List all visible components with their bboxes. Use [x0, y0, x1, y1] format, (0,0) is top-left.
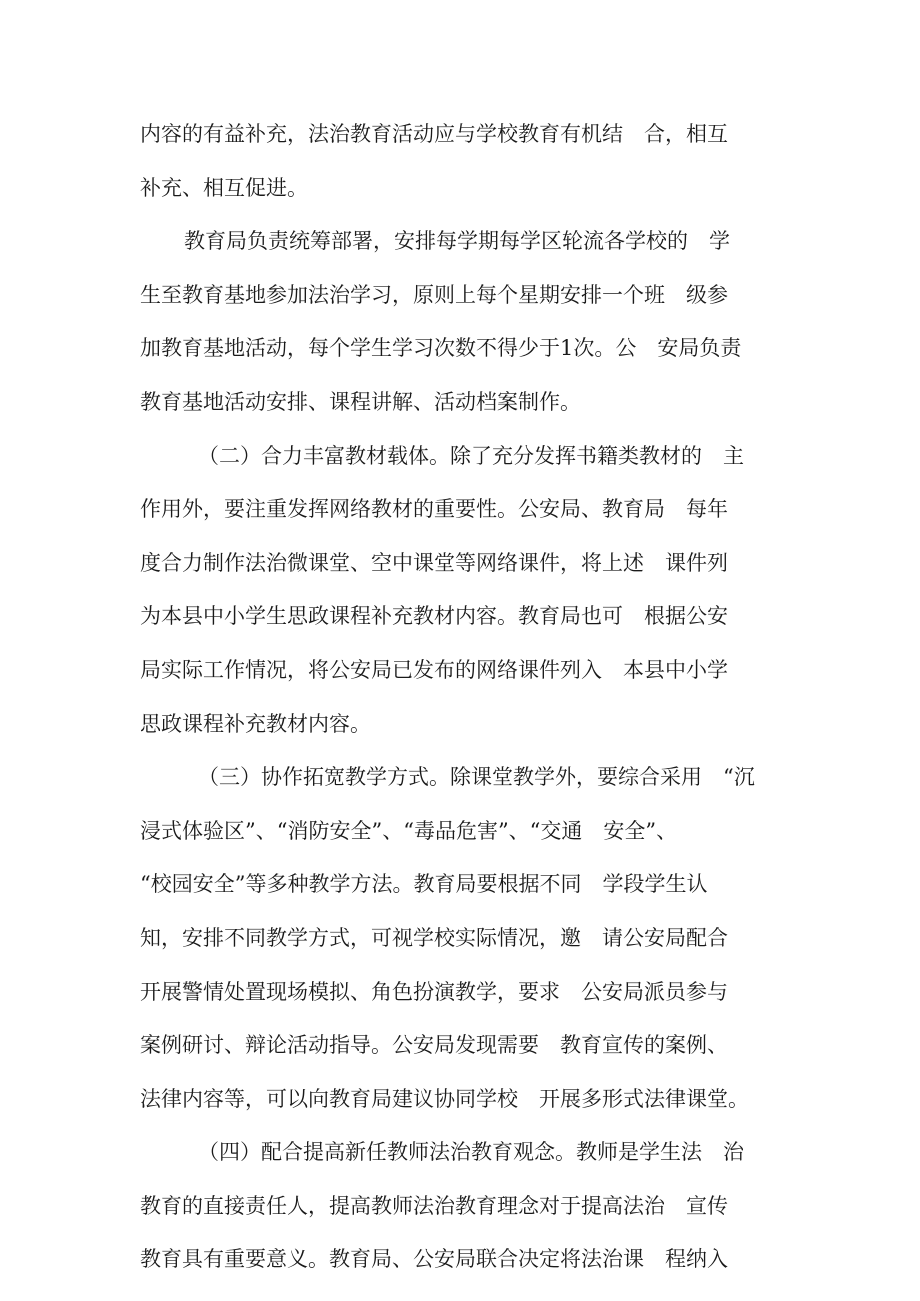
paragraph-2-line-3: 加教育基地活动，每个学生学习次数不得少于1次。公 安局负责	[140, 336, 742, 361]
paragraph-4-line-2: 浸式体验区”、“消防安全”、“毒品危害”、“交通 安全”、	[140, 818, 678, 843]
paragraph-2-line-2: 生至教育基地参加法治学习，原则上每个星期安排一个班 级参	[140, 282, 728, 307]
paragraph-3-line-5: 局实际工作情况，将公安局已发布的网络课件列入 本县中小学	[140, 657, 728, 682]
paragraph-1-line-1: 内容的有益补充，法治教育活动应与学校教育有机结 合，相互	[140, 122, 728, 146]
paragraph-5-line-2: 教育的直接责任人，提高教师法治教育理念对于提高法治 宣传	[140, 1193, 728, 1218]
paragraph-4-line-5: 开展警情处置现场模拟、角色扮演教学，要求 公安局派员参与	[140, 979, 728, 1004]
paragraph-4-line-7: 法律内容等，可以向教育局建议协同学校 开展多形式法律课堂。	[140, 1086, 749, 1111]
paragraph-3-line-4: 为本县中小学生思政课程补充教材内容。教育局也可 根据公安	[140, 604, 728, 629]
paragraph-4-line-4: 知，安排不同教学方式，可视学校实际情况，邀 请公安局配合	[140, 925, 728, 950]
paragraph-4-line-1: （三）协作拓宽教学方式。除课堂教学外，要综合采用 “沉	[198, 765, 755, 790]
paragraph-2-line-4: 教育基地活动安排、课程讲解、活动档案制作。	[140, 389, 581, 414]
paragraph-4-line-3: “校园安全”等多种教学方法。教育局要根据不同 学段学生认	[140, 872, 708, 897]
paragraph-5-line-3: 教育具有重要意义。教育局、公安局联合决定将法治课 程纳入	[140, 1247, 728, 1272]
paragraph-3-line-2: 作用外，要注重发挥网络教材的重要性。公安局、教育局 每年	[140, 497, 728, 522]
paragraph-3-line-6: 思政课程补充教材内容。	[140, 711, 371, 736]
paragraph-3-line-3: 度合力制作法治微课堂、空中课堂等网络课件，将上述 课件列	[140, 550, 728, 575]
paragraph-4-line-6: 案例研讨、辩论活动指导。公安局发现需要 教育宣传的案例、	[140, 1033, 728, 1058]
document-body	[140, 108, 800, 1287]
paragraph-2-line-1: 教育局负责统筹部署，安排每学期每学区轮流各学校的 学	[184, 229, 730, 254]
paragraph-1-line-2: 补充、相互促进。	[140, 175, 308, 200]
paragraph-5-line-1: （四）配合提高新任教师法治教育观念。教师是学生法 治	[198, 1140, 744, 1165]
paragraph-3-line-1: （二）合力丰富教材载体。除了充分发挥书籍类教材的 主	[198, 443, 744, 468]
